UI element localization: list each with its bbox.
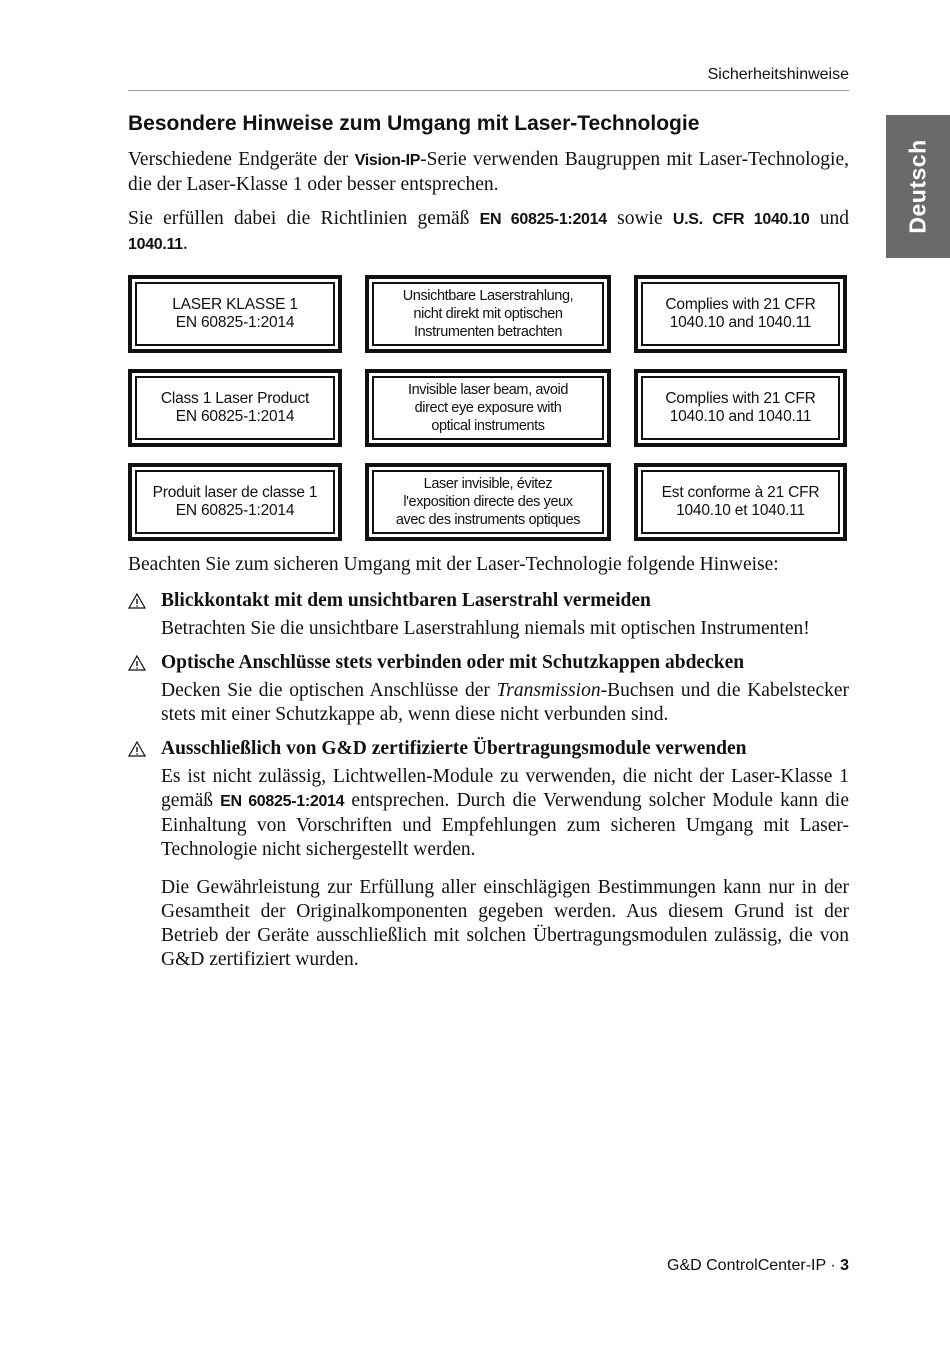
laser-label-text: Invisible laser beam, avoid direct eye exposure with optical instruments (372, 376, 604, 440)
section-heading: Besondere Hinweise zum Umgang mit Laser-Technologie (128, 112, 700, 135)
warning-triangle-icon (128, 741, 146, 757)
laser-label-text: Laser invisible, évitez l'exposition directe des yeux avec des instruments optiques (372, 470, 604, 534)
laser-label (128, 275, 342, 353)
language-tab-label: Deutsch (904, 139, 931, 234)
transmission-term: Transmission (496, 680, 601, 701)
laser-label (365, 275, 611, 353)
laser-label (634, 369, 847, 447)
laser-label-text: Complies with 21 CFR 1040.10 and 1040.11 (641, 376, 840, 440)
note3-before: Es ist nicht zulässig, Lichtwellen-Module zu verwenden, die nicht der Laser-Klasse 1 gemäß (161, 766, 849, 811)
note-text (161, 679, 849, 727)
note-title: Optische Anschlüsse stets verbinden oder mit Schutzkappen abdecken (161, 652, 745, 673)
para2-and: und (809, 208, 849, 229)
product-name: Vision-IP (354, 152, 421, 169)
note-text (161, 765, 849, 862)
laser-label-text: Complies with 21 CFR 1040.10 and 1040.11 (641, 282, 840, 346)
main-content (128, 110, 849, 982)
notes-intro: Beachten Sie zum sicheren Umgang mit der Laser-Technologie folgende Hinweise: (128, 554, 779, 575)
laser-label (365, 463, 611, 541)
warning-triangle-icon (128, 593, 146, 609)
page-footer (667, 1257, 849, 1275)
laser-label (634, 463, 847, 541)
safety-note (128, 651, 849, 727)
para1-after: -Serie verwenden Baugruppen mit Laser-Technologie, die der Laser-Klasse 1 oder besser entsprechen. (128, 149, 850, 195)
safety-notes (128, 589, 849, 972)
note3-after: entsprechen. Durch die Verwendung solcher Module kann die Einhaltung von Vorschriften und Empfehlungen zum sicheren Umgang mit Laser-Technologie nicht sichergestellt werden. (161, 790, 849, 860)
running-head: Sicherheitshinweise (128, 66, 849, 91)
page-number: 3 (840, 1257, 849, 1274)
para2-mid: sowie (606, 208, 673, 229)
para2-end: . (182, 233, 188, 254)
paragraph-intro-devices (128, 148, 849, 197)
note-text: Betrachten Sie die unsichtbare Laserstrahlung niemals mit optischen Instrumenten! (161, 618, 810, 639)
laser-label (128, 369, 342, 447)
laser-label-text: Est conforme à 21 CFR 1040.10 et 1040.11 (641, 470, 840, 534)
paragraph-standards (128, 207, 849, 257)
note-title: Blickkontakt mit dem unsichtbaren Laserstrahl vermeiden (161, 590, 651, 611)
laser-label-text: LASER KLASSE 1 EN 60825-1:2014 (135, 282, 335, 346)
warranty-text: Die Gewährleistung zur Erfüllung aller einschlägigen Bestimmungen kann nur in der Gesamtheit der Originalkomponenten gegeben werden. Aus diesem Grund ist der Betrieb der Geräte ausschließlich mit solchen Übertragungsmodulen zulässig, die von G&D zertifiziert wurden. (161, 877, 849, 970)
standard-en: EN 60825-1:2014 (220, 793, 345, 810)
safety-note (128, 737, 849, 972)
language-tab (886, 115, 950, 258)
standard-cfr-1: U.S. CFR 1040.10 (672, 211, 810, 228)
para2-before: Sie erfüllen dabei die Richtlinien gemäß (128, 208, 480, 229)
laser-label (634, 275, 847, 353)
para1-before: Verschiedene Endgeräte der (128, 149, 355, 170)
note2-before: Decken Sie die optischen Anschlüsse der (161, 680, 497, 701)
laser-label (365, 369, 611, 447)
note-title: Ausschließlich von G&D zertifizierte Übertragungsmodule verwenden (161, 738, 747, 759)
laser-label-grid (128, 275, 849, 541)
warning-triangle-icon (128, 655, 146, 671)
laser-label-text: Class 1 Laser Product EN 60825-1:2014 (135, 376, 335, 440)
footer-doc-title: G&D ControlCenter-IP · (667, 1257, 841, 1274)
laser-label (128, 463, 342, 541)
standard-cfr-2: 1040.11 (128, 236, 183, 253)
laser-label-text: Unsichtbare Laserstrahlung, nicht direkt mit optischen Instrumenten betrachten (372, 282, 604, 346)
standard-en: EN 60825-1:2014 (479, 211, 607, 228)
laser-label-text: Produit laser de classe 1 EN 60825-1:2014 (135, 470, 335, 534)
safety-note (128, 589, 849, 641)
note2-after: -Buchsen und die Kabelstecker stets mit einer Schutzkappe ab, wenn diese nicht verbunden sind. (161, 680, 850, 725)
